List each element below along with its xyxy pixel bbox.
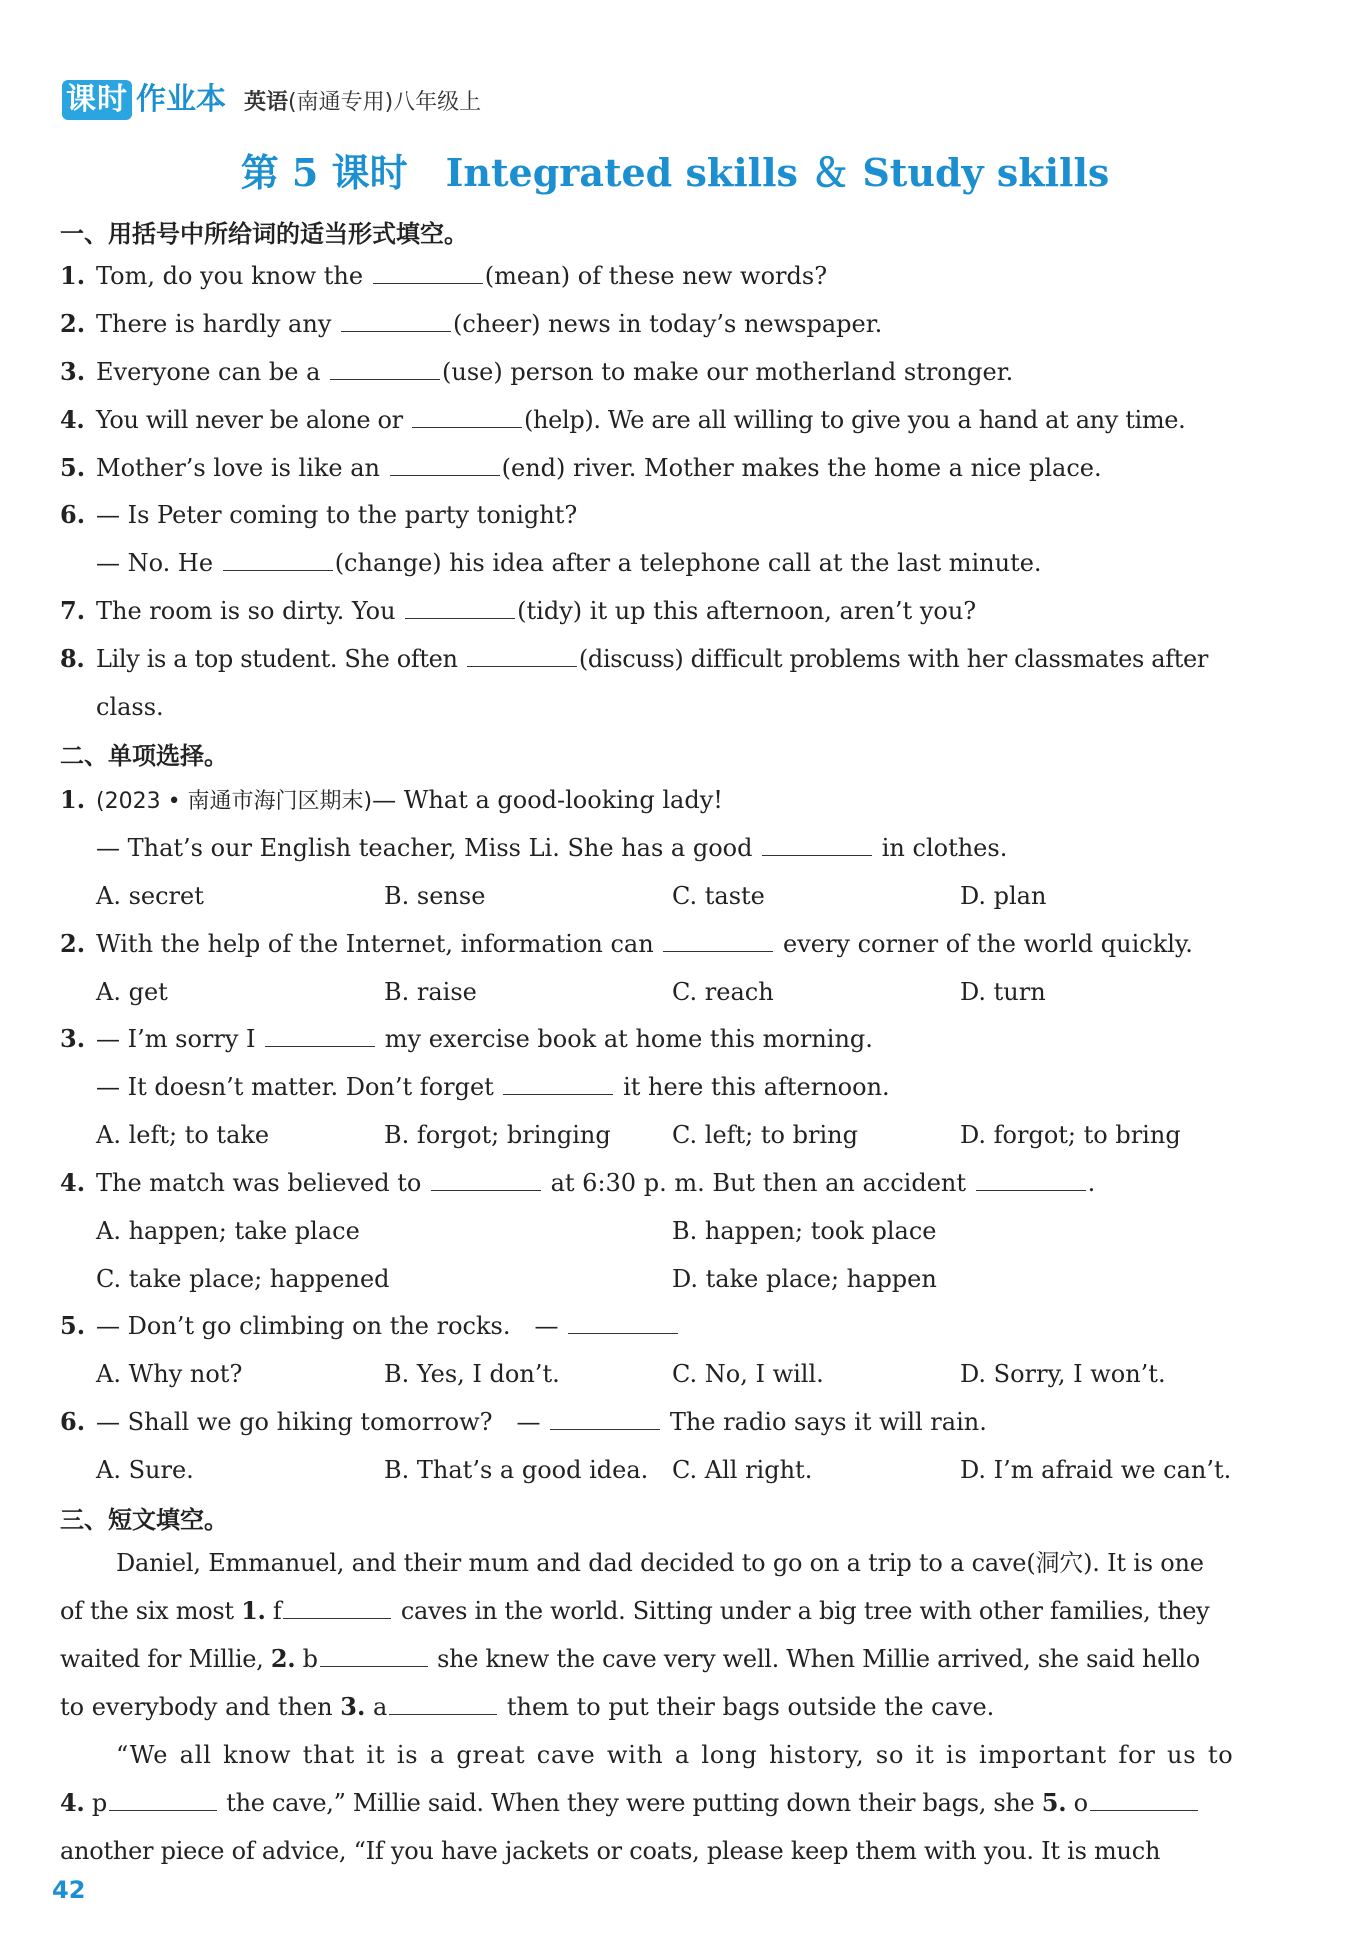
answer-blank[interactable]	[568, 1309, 678, 1334]
answer-blank[interactable]	[762, 831, 872, 856]
s2-q4-option-d[interactable]: D. take place; happen	[672, 1265, 937, 1293]
s2-q5-stem: 5. — Don’t go climbing on the rocks. —	[60, 1309, 680, 1343]
s2-q6-option-a[interactable]: A. Sure.	[96, 1456, 194, 1484]
s2-q1-option-d[interactable]: D. plan	[960, 882, 1047, 910]
passage-line-3: waited for Millie, 2. b she knew the cave very well. When Millie arrived, she said hello	[60, 1644, 1200, 1673]
answer-blank[interactable]	[503, 1070, 613, 1095]
s1-item-2: 2. There is hardly any (cheer) news in today’s newspaper.	[60, 309, 883, 338]
answer-blank[interactable]	[373, 259, 483, 284]
s1-item-6a: 6. — Is Peter coming to the party tonight?	[60, 500, 578, 529]
s2-q3-option-c[interactable]: C. left; to bring	[672, 1121, 858, 1149]
s2-q2-option-b[interactable]: B. raise	[384, 978, 477, 1006]
s1-item-8-cont: class.	[96, 693, 164, 721]
s2-q1-option-c[interactable]: C. taste	[672, 882, 765, 910]
answer-blank[interactable]	[389, 1690, 497, 1715]
s2-q5-option-a[interactable]: A. Why not?	[96, 1360, 243, 1388]
answer-blank[interactable]	[412, 403, 522, 428]
series-logo: 课时	[62, 80, 132, 120]
section-1-heading: 一、用括号中所给词的适当形式填空。	[60, 220, 468, 248]
answer-blank[interactable]	[223, 546, 333, 571]
s2-q1-option-a[interactable]: A. secret	[96, 882, 204, 910]
s2-q5-option-b[interactable]: B. Yes, I don’t.	[384, 1360, 560, 1388]
book-header	[62, 78, 481, 122]
passage-line-4: to everybody and then 3. a them to put their bags outside the cave.	[60, 1692, 995, 1721]
s2-q4-stem: 4. The match was believed to at 6:30 p. m. But then an accident .	[60, 1168, 1096, 1197]
s2-q4-option-b[interactable]: B. happen; took place	[672, 1217, 937, 1245]
answer-blank[interactable]	[341, 307, 451, 332]
s2-q3-option-d[interactable]: D. forgot; to bring	[960, 1121, 1181, 1149]
s2-q6-option-d[interactable]: D. I’m afraid we can’t.	[960, 1456, 1232, 1484]
answer-blank[interactable]	[265, 1022, 375, 1047]
s2-q6-option-c[interactable]: C. All right.	[672, 1456, 813, 1484]
book-subject: 英语(南通专用)八年级上	[244, 89, 482, 115]
answer-blank[interactable]	[390, 451, 500, 476]
lesson-title: 第 5 课时 Integrated skills ＆ Study skills	[240, 150, 1110, 195]
s2-q6-option-b[interactable]: B. That’s a good idea.	[384, 1456, 649, 1484]
s2-q1-option-b[interactable]: B. sense	[384, 882, 486, 910]
answer-blank[interactable]	[283, 1594, 391, 1619]
s2-q4-option-a[interactable]: A. happen; take place	[96, 1217, 360, 1245]
answer-blank[interactable]	[405, 594, 515, 619]
s2-q4-option-c[interactable]: C. take place; happened	[96, 1265, 390, 1293]
s2-q1-reply: — That’s our English teacher, Miss Li. She has a good in clothes.	[96, 831, 1007, 865]
s2-q2-option-c[interactable]: C. reach	[672, 978, 774, 1006]
s2-q3-option-b[interactable]: B. forgot; bringing	[384, 1121, 611, 1149]
s1-item-8: 8. Lily is a top student. She often (discuss) difficult problems with her classmates after	[60, 644, 1208, 673]
s2-q5-option-d[interactable]: D. Sorry, I won’t.	[960, 1360, 1166, 1388]
s2-q2-option-a[interactable]: A. get	[96, 978, 168, 1006]
s2-q5-option-c[interactable]: C. No, I will.	[672, 1360, 824, 1388]
answer-blank[interactable]	[663, 927, 773, 952]
s1-item-1: 1. Tom, do you know the (mean) of these new words?	[60, 261, 828, 290]
s2-q3-reply: — It doesn’t matter. Don’t forget it here this afternoon.	[96, 1070, 890, 1104]
answer-blank[interactable]	[109, 1786, 217, 1811]
s1-item-5: 5. Mother’s love is like an (end) river. Mother makes the home a nice place.	[60, 453, 1102, 482]
answer-blank[interactable]	[550, 1405, 660, 1430]
s2-q3-option-a[interactable]: A. left; to take	[96, 1121, 270, 1149]
s2-q2-stem: 2. With the help of the Internet, information can every corner of the world quickly.	[60, 929, 1193, 958]
passage-line-5: “We all know that it is a great cave with a long history, so it is important for us to	[116, 1741, 1234, 1769]
s2-q1-stem: 1. (2023 • 南通市海门区期末)— What a good-looking lady!	[60, 785, 723, 814]
section-3-heading: 三、短文填空。	[60, 1506, 228, 1534]
answer-blank[interactable]	[467, 642, 577, 667]
passage-line-1: Daniel, Emmanuel, and their mum and dad decided to go on a trip to a cave(洞穴). It is one	[116, 1549, 1204, 1577]
answer-blank[interactable]	[431, 1166, 541, 1191]
passage-line-2: of the six most 1. f caves in the world. Sitting under a big tree with other families, they	[60, 1596, 1210, 1625]
answer-blank[interactable]	[1090, 1786, 1198, 1811]
section-2-heading: 二、单项选择。	[60, 742, 228, 770]
answer-blank[interactable]	[330, 355, 440, 380]
s1-item-4: 4. You will never be alone or (help). We are all willing to give you a hand at any time.	[60, 405, 1186, 434]
passage-line-6: 4. p the cave,” Millie said. When they were putting down their bags, she 5. o	[60, 1786, 1200, 1820]
page-number: 42	[52, 1876, 86, 1904]
passage-line-7: another piece of advice, “If you have jackets or coats, please keep them with you. It is much	[60, 1837, 1161, 1865]
s2-q2-option-d[interactable]: D. turn	[960, 978, 1046, 1006]
s2-q6-stem: 6. — Shall we go hiking tomorrow? — The radio says it will rain.	[60, 1407, 987, 1436]
s1-item-7: 7. The room is so dirty. You (tidy) it up this afternoon, aren’t you?	[60, 596, 977, 625]
s2-q3-stem: 3. — I’m sorry I my exercise book at home this morning.	[60, 1024, 873, 1053]
s1-item-3: 3. Everyone can be a (use) person to make our motherland stronger.	[60, 357, 1014, 386]
s1-item-6b: — No. He (change) his idea after a telephone call at the last minute.	[96, 546, 1042, 580]
answer-blank[interactable]	[976, 1166, 1086, 1191]
answer-blank[interactable]	[320, 1642, 428, 1667]
series-logo-text: 作业本	[136, 82, 226, 117]
